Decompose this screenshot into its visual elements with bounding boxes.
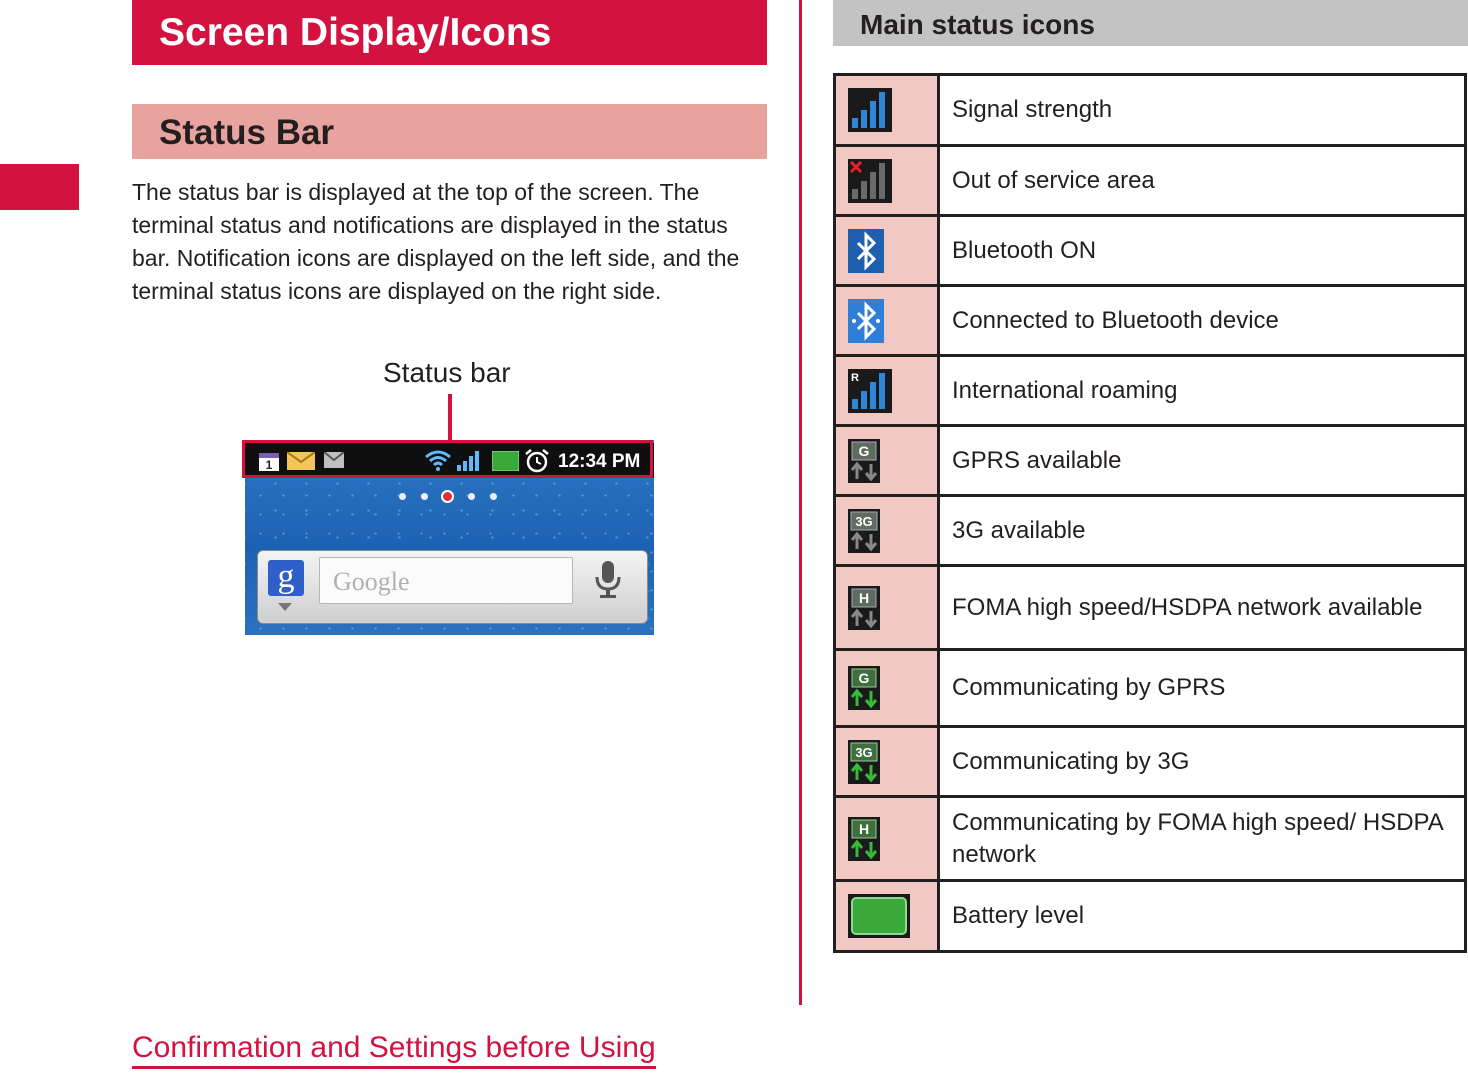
network-badge: H xyxy=(858,589,870,606)
icon-description: Battery level xyxy=(939,881,1466,952)
icon-cell xyxy=(835,881,939,952)
table-row xyxy=(835,75,1466,146)
network-badge: H xyxy=(858,820,870,837)
icon-description: 3G available xyxy=(939,496,1466,566)
footer-chapter-link[interactable]: Confirmation and Settings before Using xyxy=(132,1030,656,1069)
table-row xyxy=(835,146,1466,216)
icon-cell xyxy=(835,650,939,727)
page-dot-active xyxy=(441,490,454,503)
icon-cell xyxy=(835,216,939,286)
roaming-mark: R xyxy=(851,371,859,384)
intro-paragraph: The status bar is displayed at the top of the screen. The terminal status and notifications are displayed in the status bar. Notification icons are displayed on the left side, and the terminal status icons are displayed on the right side. xyxy=(132,179,740,304)
icon-description: Signal strength xyxy=(939,75,1466,146)
icon-cell xyxy=(835,75,939,146)
chapter-tab-marker xyxy=(0,164,79,210)
column-divider xyxy=(799,0,802,1005)
icon-cell xyxy=(835,286,939,356)
icon-description: International roaming xyxy=(939,356,1466,426)
icon-cell xyxy=(835,797,939,881)
icon-description: Bluetooth ON xyxy=(939,216,1466,286)
3g-available-icon xyxy=(848,509,880,553)
out-of-service-icon xyxy=(848,159,892,203)
section-heading-main-status-icons: Main status icons xyxy=(833,0,1468,46)
icon-description: FOMA high speed/HSDPA network available xyxy=(939,566,1466,650)
table-row xyxy=(835,727,1466,797)
page-dot xyxy=(399,493,406,500)
icon-description: Communicating by FOMA high speed/ HSDPA network xyxy=(939,797,1466,881)
gprs-available-icon xyxy=(848,439,880,483)
section-heading-status-bar: Status Bar xyxy=(132,104,767,159)
icon-description: Out of service area xyxy=(939,146,1466,216)
network-badge: G xyxy=(858,442,870,459)
network-badge: 3G xyxy=(855,513,873,529)
battery-level-icon xyxy=(848,894,910,938)
bluetooth-on-icon xyxy=(848,229,884,273)
status-icon-table xyxy=(833,73,1467,953)
status-clock: 12:34 PM xyxy=(558,451,641,472)
signal-strength-icon xyxy=(848,88,892,132)
status-bar-highlight xyxy=(242,440,653,478)
network-badge: G xyxy=(858,670,870,686)
table-row xyxy=(835,426,1466,496)
icon-cell xyxy=(835,727,939,797)
phone-screenshot xyxy=(245,440,654,635)
icon-description: Communicating by GPRS xyxy=(939,650,1466,727)
table-row xyxy=(835,216,1466,286)
network-badge: 3G xyxy=(855,744,873,760)
table-row xyxy=(835,797,1466,881)
bluetooth-connected-icon xyxy=(848,299,884,343)
icon-description: GPRS available xyxy=(939,426,1466,496)
hsdpa-available-icon xyxy=(848,586,880,630)
3g-communicating-icon xyxy=(848,740,880,784)
table-row xyxy=(835,650,1466,727)
gprs-communicating-icon xyxy=(848,666,880,710)
table-row xyxy=(835,566,1466,650)
icon-cell xyxy=(835,356,939,426)
microphone-icon[interactable] xyxy=(593,559,623,601)
icon-cell xyxy=(835,496,939,566)
google-logo-button[interactable]: g xyxy=(268,560,304,596)
search-dropdown-icon[interactable] xyxy=(278,603,292,611)
google-search-widget[interactable] xyxy=(257,550,648,624)
table-row xyxy=(835,286,1466,356)
page-dot xyxy=(421,493,428,500)
roaming-icon xyxy=(848,369,892,413)
table-row xyxy=(835,356,1466,426)
page-title: Screen Display/Icons xyxy=(132,0,767,65)
hsdpa-communicating-icon xyxy=(848,817,880,861)
callout-line xyxy=(448,394,452,440)
page-dot xyxy=(490,493,497,500)
icon-cell xyxy=(835,146,939,216)
page-dot xyxy=(468,493,475,500)
table-row xyxy=(835,881,1466,952)
page-indicator xyxy=(395,490,505,504)
icon-description: Communicating by 3G xyxy=(939,727,1466,797)
table-row xyxy=(835,496,1466,566)
search-input[interactable]: Google xyxy=(319,557,573,604)
icon-cell xyxy=(835,566,939,650)
callout-label: Status bar xyxy=(383,357,511,388)
icon-cell xyxy=(835,426,939,496)
calendar-day: 1 xyxy=(265,458,273,471)
icon-description: Connected to Bluetooth device xyxy=(939,286,1466,356)
